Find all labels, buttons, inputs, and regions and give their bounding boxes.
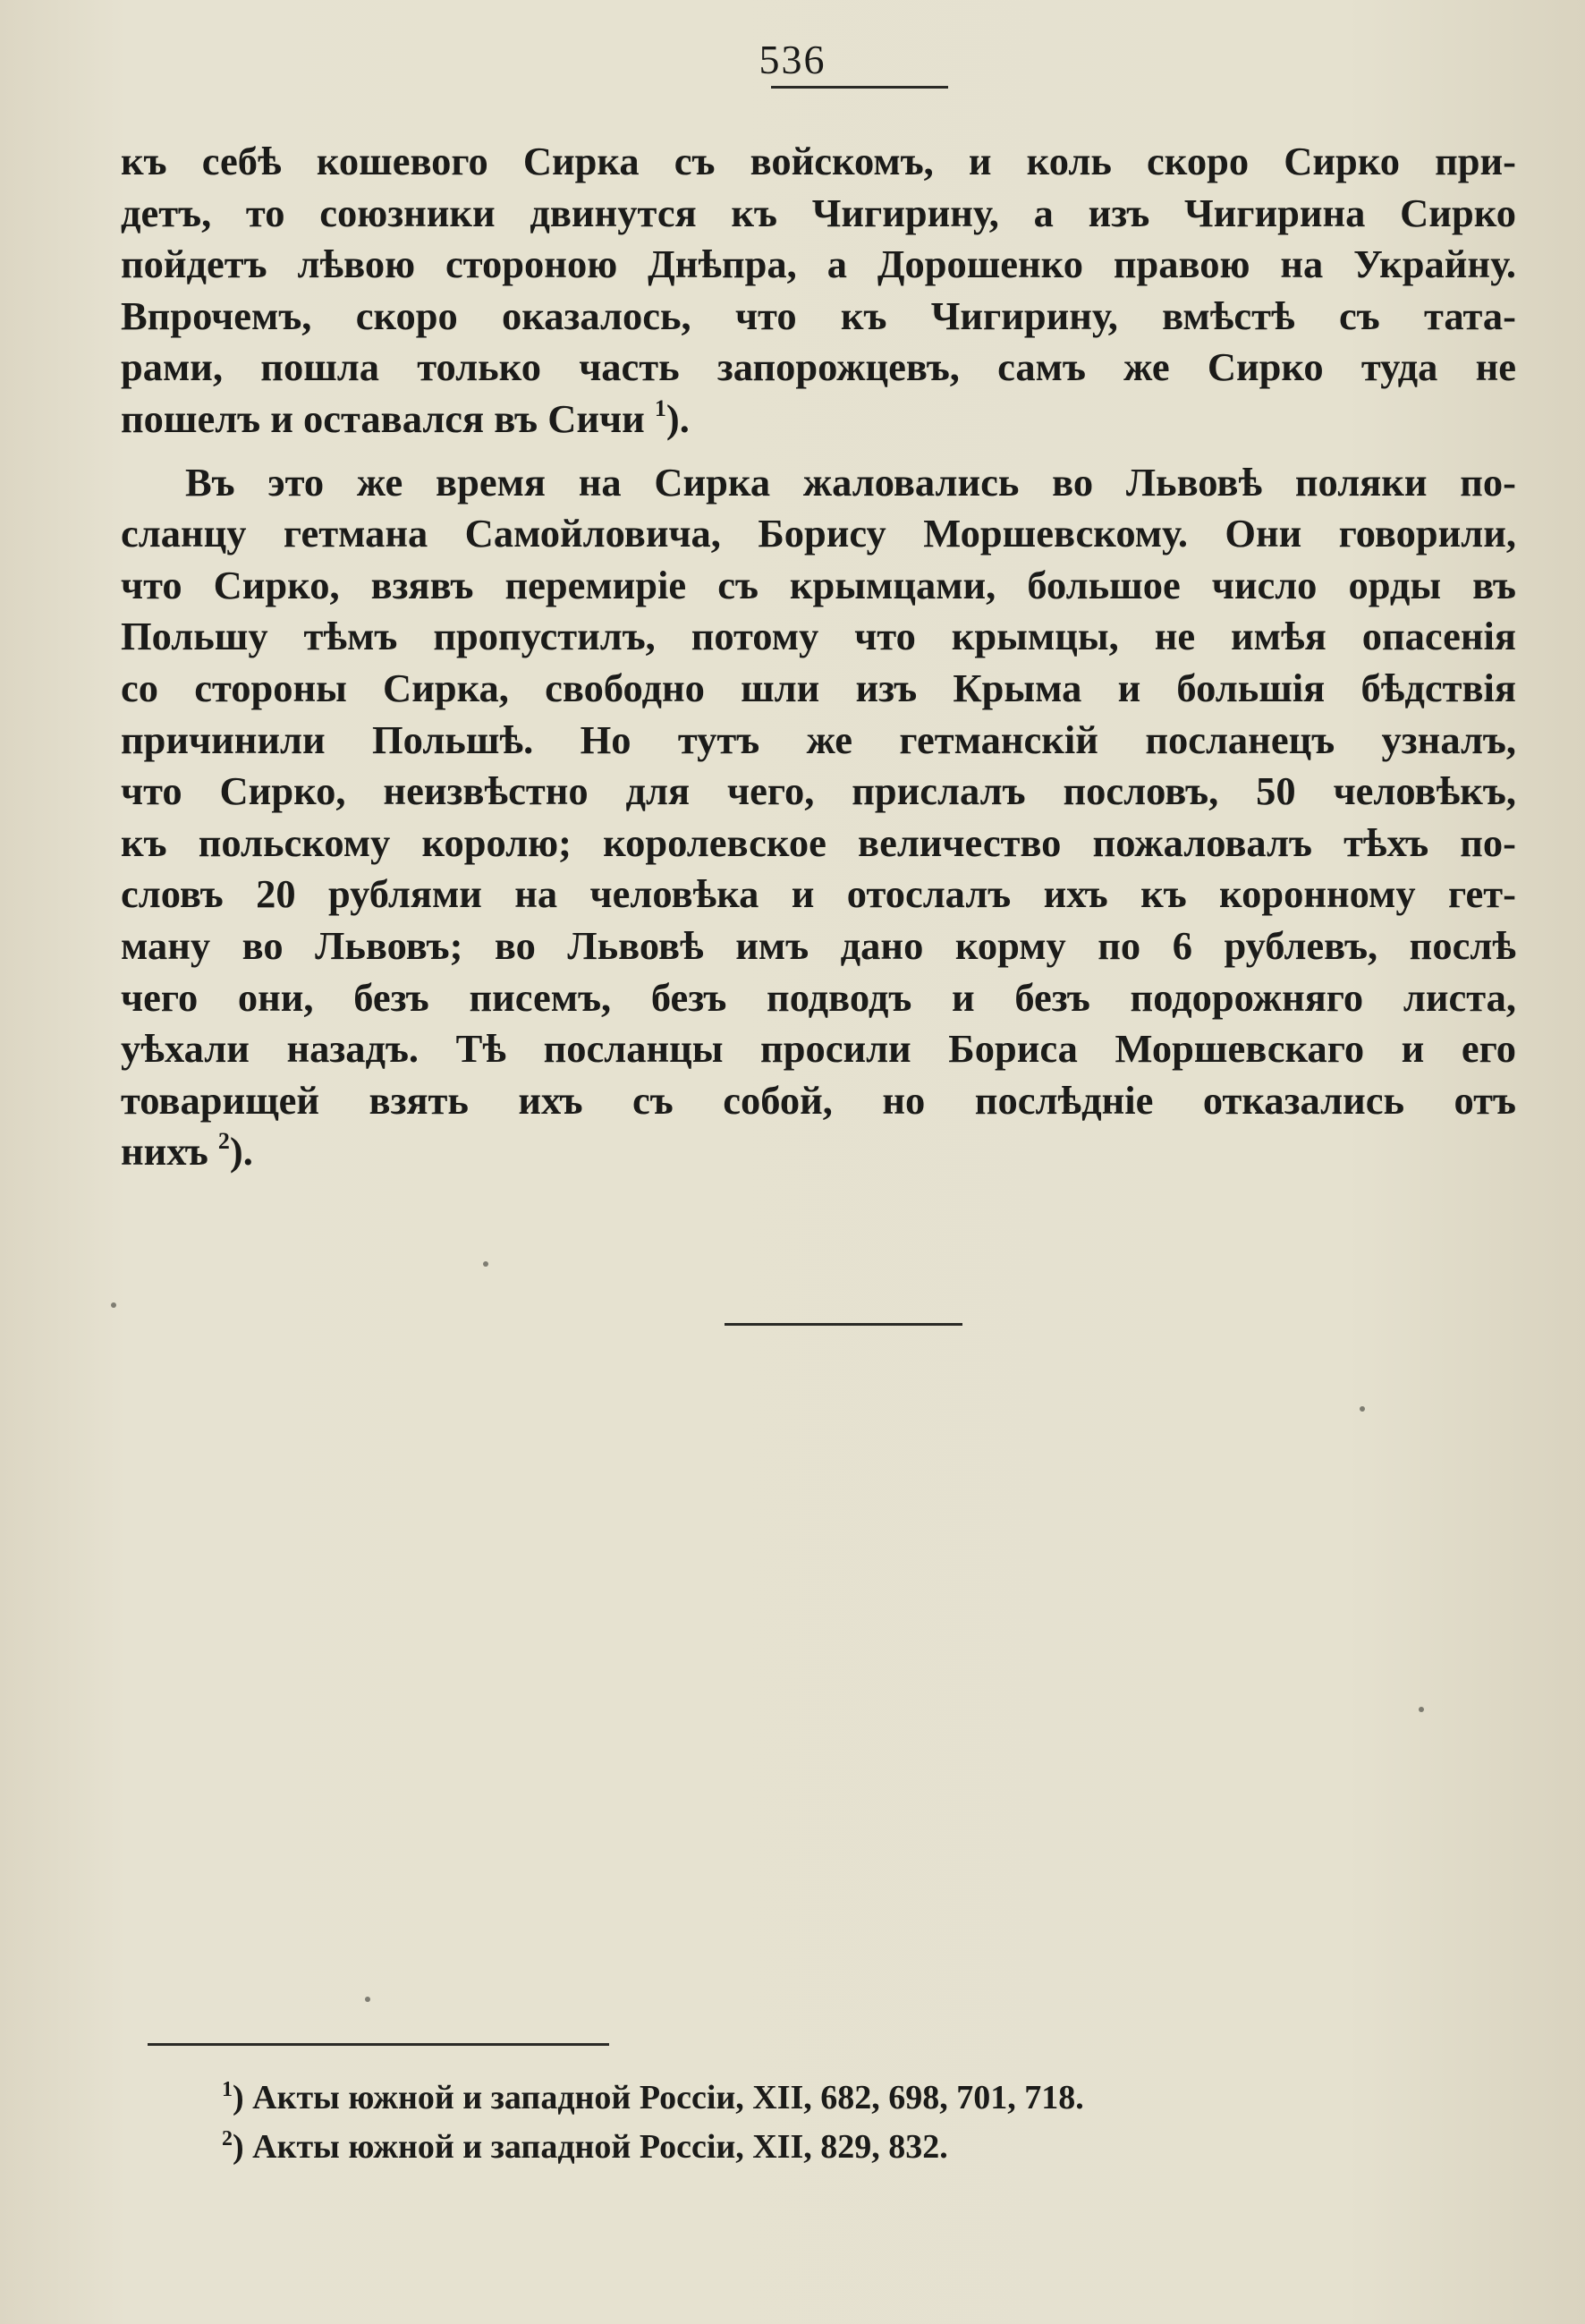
body-text [121, 136, 1516, 1178]
page-number: 536 [759, 37, 826, 82]
footnotes [222, 2074, 1474, 2172]
text-line: уѣхали назадъ. Тѣ посланцы просили Бориса Моршевскаго и его [121, 1026, 1516, 1072]
footnote-reference[interactable]: 1 [654, 394, 666, 421]
footnote-reference[interactable]: 2 [217, 1128, 230, 1155]
footnote-1 [222, 2074, 1474, 2123]
text-line: пойдетъ лѣвою стороною Днѣпра, а Дорошенко правою на Украйну. [121, 242, 1516, 287]
text-line: нихъ [121, 1129, 208, 1175]
text-line: чего они, безъ писемъ, безъ подводъ и безъ подорожняго листа, [121, 974, 1516, 1020]
footnote-text: ) Акты южной и западной Россіи, XII, 829, 832. [233, 2128, 948, 2166]
text-line: детъ, то союзники двинутся къ Чигирину, а изъ Чигирина Сирко [121, 190, 1516, 235]
print-speck [111, 1302, 116, 1308]
footnote-text: ) Акты южной и западной Россіи, XII, 682, 698, 701, 718. [233, 2079, 1084, 2116]
footnote-2 [222, 2123, 1474, 2172]
text-line: товарищей взять ихъ съ собой, но послѣдніе отказались отъ [121, 1077, 1516, 1123]
text-line: причинили Польшѣ. Но тутъ же гетманскій посланецъ узналъ, [121, 717, 1516, 762]
print-speck [365, 1997, 370, 2002]
footnote-mark: 1 [222, 2078, 233, 2101]
text-line: словъ 20 рублями на человѣка и отослалъ ихъ къ коронному гет- [121, 871, 1516, 917]
paragraph-tail: ). [665, 395, 690, 441]
text-line: Польшу тѣмъ пропустилъ, потому что крымцы, не имѣя опасенія [121, 614, 1516, 659]
text-line: что Сирко, взявъ перемиріе съ крымцами, большое число орды въ [121, 562, 1516, 607]
text-line: со стороны Сирка, свободно шли изъ Крыма и большія бѣдствія [121, 665, 1516, 710]
text-line: сланцу гетмана Самойловича, Борису Моршевскому. Они говорили, [121, 511, 1516, 556]
header-rule [771, 86, 948, 89]
paragraph-tail: ). [229, 1129, 253, 1175]
print-speck [483, 1261, 488, 1267]
print-speck [1360, 1406, 1365, 1412]
text-line: къ польскому королю; королевское величество пожаловалъ тѣхъ по- [121, 819, 1516, 865]
text-line: рами, пошла только часть запорожцевъ, самъ же Сирко туда не [121, 344, 1516, 390]
text-line: что Сирко, неизвѣстно для чего, прислалъ пословъ, 50 человѣкъ, [121, 768, 1516, 814]
text-line-last [121, 394, 1516, 445]
text-line: Впрочемъ, скоро оказалось, что къ Чигирину, вмѣстѣ съ тата- [121, 293, 1516, 338]
paragraph-2 [121, 457, 1516, 1178]
text-line: пошелъ и оставался въ Сичи [121, 395, 645, 441]
text-line: ману во Львовъ; во Львовѣ имъ дано корму по 6 рублевъ, послѣ [121, 922, 1516, 968]
text-line: Въ это же время на Сирка жаловались во Львовѣ поляки по- [185, 459, 1516, 505]
footnote-rule [148, 2043, 609, 2046]
text-line: къ себѣ кошевого Сирка съ войскомъ, и коль скоро Сирко при- [121, 139, 1516, 183]
section-divider [725, 1323, 962, 1326]
text-line-last [121, 1126, 1516, 1178]
print-speck [1419, 1707, 1424, 1712]
paragraph-1 [121, 136, 1516, 445]
footnote-mark: 2 [222, 2127, 233, 2150]
